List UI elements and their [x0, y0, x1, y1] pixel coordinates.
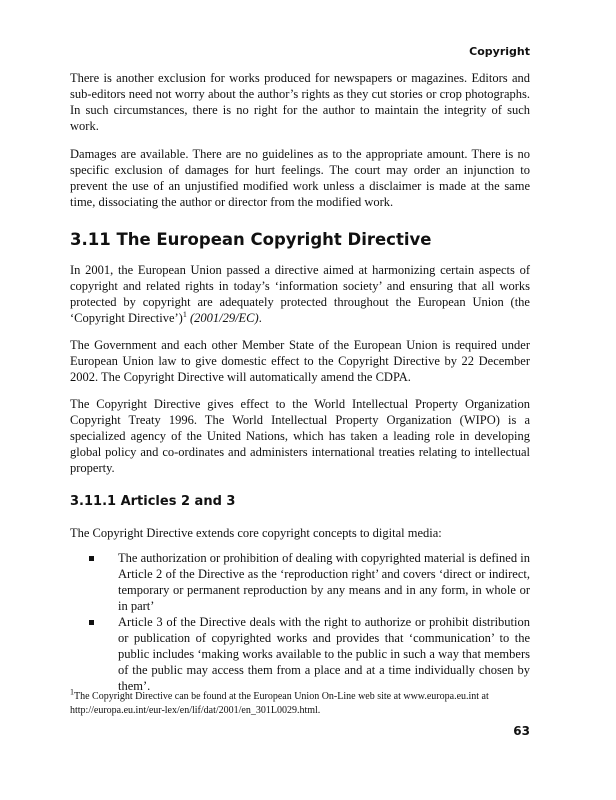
footnote — [70, 687, 540, 718]
running-head: Copyright — [469, 45, 530, 58]
square-bullet-icon — [89, 556, 94, 561]
paragraph-exclusion: There is another exclusion for works produced for newspapers or magazines. Editors and sub-editors need not worry about the author’s rights as they cut stories or crop photographs. In such circumstances, there is no right for the author to maintain the integrity of such work. — [70, 71, 530, 133]
paragraph-intro: The Copyright Directive extends core copyright concepts to digital media: — [70, 526, 442, 540]
footnote-text: The Copyright Directive can be found at the European Union On-Line web site at www.europa.eu.int at http://europa.eu.int/eur-lex/en/lif/dat/2001/en_301L0029.html. — [70, 691, 489, 716]
paragraph-wipo: The Copyright Directive gives effect to the World Intellectual Property Organization Copyright Treaty 1996. The World Intellectual Property Organization (WIPO) is a specialized agency of the United Nations, which has taken a leading role in developing global policy and co-ordinates and administers international treaties relating to intellectual property. — [70, 397, 530, 475]
section-heading: 3.11 The European Copyright Directive — [70, 230, 432, 249]
footnote-mark: 1 — [70, 687, 74, 697]
bullet-list — [70, 550, 530, 694]
paragraph-member-states: The Government and each other Member State of the European Union is required under European Union law to give domestic effect to the Copyright Directive by 22 December 2002. The Copyright Directive will automatically amend the CDPA. — [70, 338, 530, 384]
list-item — [70, 614, 530, 694]
footnote-ref: 1 — [182, 309, 187, 319]
list-item — [70, 550, 530, 614]
page-number: 63 — [513, 724, 530, 738]
list-item-text: Article 3 of the Directive deals with the right to authorize or prohibit distribution or publication of copyrighted works and provides that ‘communication’ to the public includes ‘making works available to the public in such a way that members of the public may access them from a place and at a time individually chosen by them’. — [118, 615, 530, 693]
subsection-heading: 3.11.1 Articles 2 and 3 — [70, 494, 236, 509]
square-bullet-icon — [89, 620, 94, 625]
paragraph-end: . — [258, 311, 262, 325]
directive-reference: (2001/29/EC) — [189, 311, 259, 325]
paragraph-damages: Damages are available. There are no guidelines as to the appropriate amount. There is no specific exclusion of damages for hurt feelings. The court may order an injunction to prevent the use of an unjustified modified work unless a disclaimer is made at the same time, dissociating the author or director from the modified work. — [70, 147, 530, 209]
paragraph-eu-directive-text: In 2001, the European Union passed a directive aimed at harmonizing certain aspects of copyright and related rights in today’s ‘information society’ and ensuring that all works protected by copyright are adequately protected throughout the European Union (the ‘Copyright Directive’) — [70, 263, 530, 325]
paragraph-eu-directive — [70, 262, 530, 326]
list-item-text: The authorization or prohibition of dealing with copyrighted material is defined in Article 2 of the Directive as the ‘reproduction right’ and covers ‘direct or indirect, temporary or permanent reproduction by any means and in any form, in whole or in part’ — [118, 551, 530, 613]
